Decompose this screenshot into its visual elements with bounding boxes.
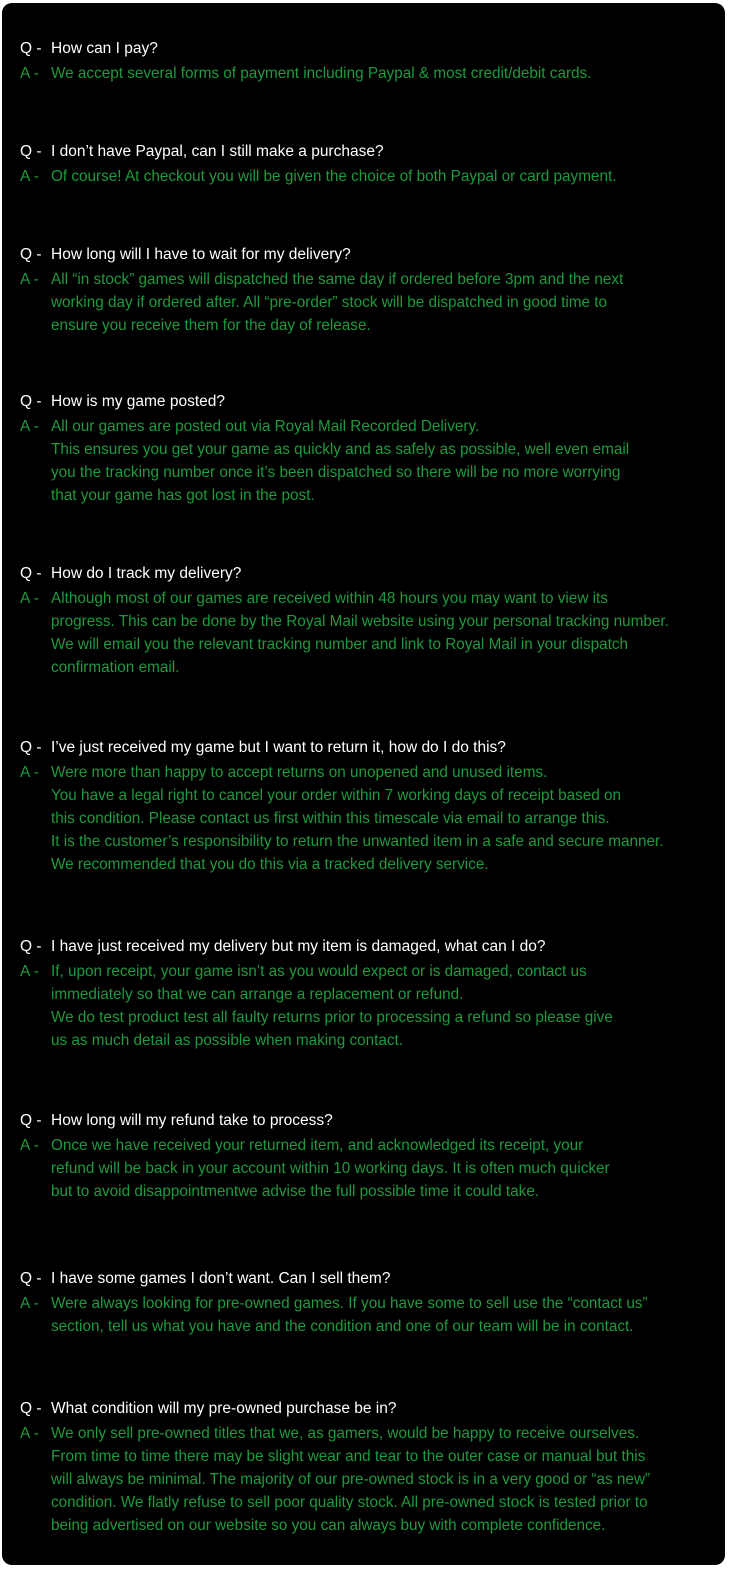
faq-question: I don’t have Paypal, can I still make a purchase? <box>51 143 384 160</box>
answer-line: We do test product test all faulty returns prior to processing a refund so please give <box>51 1009 613 1026</box>
faq-question: I’ve just received my game but I want to return it, how do I do this? <box>51 739 506 756</box>
question-prefix: Q - <box>20 143 42 160</box>
faq-question: I have just received my delivery but my item is damaged, what can I do? <box>51 938 546 955</box>
answer-line: confirmation email. <box>51 659 180 676</box>
faq-answer-row <box>2 165 725 188</box>
faq-question-row <box>2 1267 725 1290</box>
answer-prefix: A - <box>20 590 39 607</box>
answer-prefix: A - <box>20 418 39 435</box>
faq-question: How do I track my delivery? <box>51 565 242 582</box>
faq-question-row <box>2 935 725 958</box>
answer-line: section, tell us what you have and the condition and one of our team will be in contact. <box>51 1318 634 1335</box>
answer-line: us as much detail as possible when making contact. <box>51 1032 404 1049</box>
answer-line: condition. We flatly refuse to sell poor quality stock. All pre-owned stock is tested prior to <box>51 1494 648 1511</box>
faq-item <box>2 140 725 188</box>
answer-prefix: A - <box>20 963 39 980</box>
answer-prefix: A - <box>20 764 39 781</box>
answer-line: Were always looking for pre-owned games. If you have some to sell use the “contact us” <box>51 1295 648 1312</box>
faq-answer <box>51 415 725 507</box>
faq-item <box>2 935 725 1052</box>
answer-line: will always be minimal. The majority of our pre-owned stock is in a very good or “as new” <box>51 1471 651 1488</box>
answer-line: You have a legal right to cancel your order within 7 working days of receipt based on <box>51 787 622 804</box>
faq-question-row <box>2 390 725 413</box>
answer-line: Once we have received your returned item, and acknowledged its receipt, your <box>51 1137 584 1154</box>
faq-answer-row <box>2 761 725 876</box>
faq-answer-row <box>2 960 725 1052</box>
faq-answer <box>51 960 725 1052</box>
faq-item <box>2 37 725 85</box>
question-prefix: Q - <box>20 938 42 955</box>
answer-prefix: A - <box>20 65 39 82</box>
question-prefix: Q - <box>20 1270 42 1287</box>
faq-item <box>2 736 725 876</box>
faq-question-row <box>2 1109 725 1132</box>
faq-question-row <box>2 562 725 585</box>
faq-question-row <box>2 736 725 759</box>
question-prefix: Q - <box>20 1400 42 1417</box>
faq-item <box>2 1109 725 1203</box>
faq-answer <box>51 1422 725 1537</box>
answer-line: We accept several forms of payment including Paypal & most credit/debit cards. <box>51 65 592 82</box>
answer-line: All our games are posted out via Royal Mail Recorded Delivery. <box>51 418 480 435</box>
answer-line: refund will be back in your account within 10 working days. It is often much quicker <box>51 1160 610 1177</box>
faq-item <box>2 243 725 337</box>
answer-line: We only sell pre-owned titles that we, as gamers, would be happy to receive ourselves. <box>51 1425 640 1442</box>
faq-question-row <box>2 140 725 163</box>
answer-line: that your game has got lost in the post. <box>51 487 315 504</box>
faq-answer <box>51 268 725 337</box>
faq-answer-row <box>2 415 725 507</box>
faq-answer <box>51 1134 725 1203</box>
question-prefix: Q - <box>20 393 42 410</box>
faq-question: I have some games I don’t want. Can I sell them? <box>51 1270 391 1287</box>
faq-question-row <box>2 37 725 60</box>
faq-question: How can I pay? <box>51 40 158 57</box>
answer-line: progress. This can be done by the Royal Mail website using your personal tracking number. <box>51 613 669 630</box>
answer-line: We recommended that you do this via a tracked delivery service. <box>51 856 489 873</box>
answer-line: Of course! At checkout you will be given the choice of both Paypal or card payment. <box>51 168 617 185</box>
question-prefix: Q - <box>20 565 42 582</box>
answer-line: We will email you the relevant tracking number and link to Royal Mail in your dispatch <box>51 636 629 653</box>
answer-line: being advertised on our website so you can always buy with complete confidence. <box>51 1517 606 1534</box>
answer-line: working day if ordered after. All “pre-order” stock will be dispatched in good time to <box>51 294 608 311</box>
faq-answer <box>51 62 725 85</box>
question-prefix: Q - <box>20 40 42 57</box>
answer-prefix: A - <box>20 271 39 288</box>
faq-item <box>2 390 725 507</box>
answer-line: you the tracking number once it’s been dispatched so there will be no more worrying <box>51 464 621 481</box>
answer-line: ensure you receive them for the day of release. <box>51 317 371 334</box>
answer-line: All “in stock” games will dispatched the same day if ordered before 3pm and the next <box>51 271 624 288</box>
question-prefix: Q - <box>20 246 42 263</box>
answer-line: immediately so that we can arrange a replacement or refund. <box>51 986 464 1003</box>
faq-question-row <box>2 243 725 266</box>
faq-answer-row <box>2 1292 725 1338</box>
answer-line: From time to time there may be slight wear and tear to the outer case or manual but this <box>51 1448 646 1465</box>
question-prefix: Q - <box>20 1112 42 1129</box>
faq-answer-row <box>2 1422 725 1537</box>
faq-item <box>2 562 725 679</box>
faq-answer <box>51 587 725 679</box>
answer-line: Although most of our games are received within 48 hours you may want to view its <box>51 590 608 607</box>
faq-item <box>2 1397 725 1537</box>
faq-answer-row <box>2 62 725 85</box>
faq-panel <box>2 3 725 1565</box>
answer-line: This ensures you get your game as quickly and as safely as possible, well even email <box>51 441 630 458</box>
answer-prefix: A - <box>20 1137 39 1154</box>
faq-question-row <box>2 1397 725 1420</box>
answer-line: If, upon receipt, your game isn’t as you would expect or is damaged, contact us <box>51 963 587 980</box>
faq-question: How long will my refund take to process? <box>51 1112 333 1129</box>
faq-question: How is my game posted? <box>51 393 226 410</box>
answer-prefix: A - <box>20 168 39 185</box>
answer-line: this condition. Please contact us first within this timescale via email to arrange this. <box>51 810 610 827</box>
faq-item <box>2 1267 725 1338</box>
answer-line: It is the customer’s responsibility to return the unwanted item in a safe and secure manner. <box>51 833 664 850</box>
answer-prefix: A - <box>20 1295 39 1312</box>
answer-line: Were more than happy to accept returns on unopened and unused items. <box>51 764 548 781</box>
answer-prefix: A - <box>20 1425 39 1442</box>
faq-answer-row <box>2 268 725 337</box>
faq-answer-row <box>2 1134 725 1203</box>
faq-answer-row <box>2 587 725 679</box>
faq-answer <box>51 761 725 876</box>
question-prefix: Q - <box>20 739 42 756</box>
answer-line: but to avoid disappointmentwe advise the full possible time it could take. <box>51 1183 540 1200</box>
faq-answer <box>51 165 725 188</box>
faq-answer <box>51 1292 725 1338</box>
faq-question: How long will I have to wait for my delivery? <box>51 246 351 263</box>
faq-question: What condition will my pre-owned purchase be in? <box>51 1400 397 1417</box>
